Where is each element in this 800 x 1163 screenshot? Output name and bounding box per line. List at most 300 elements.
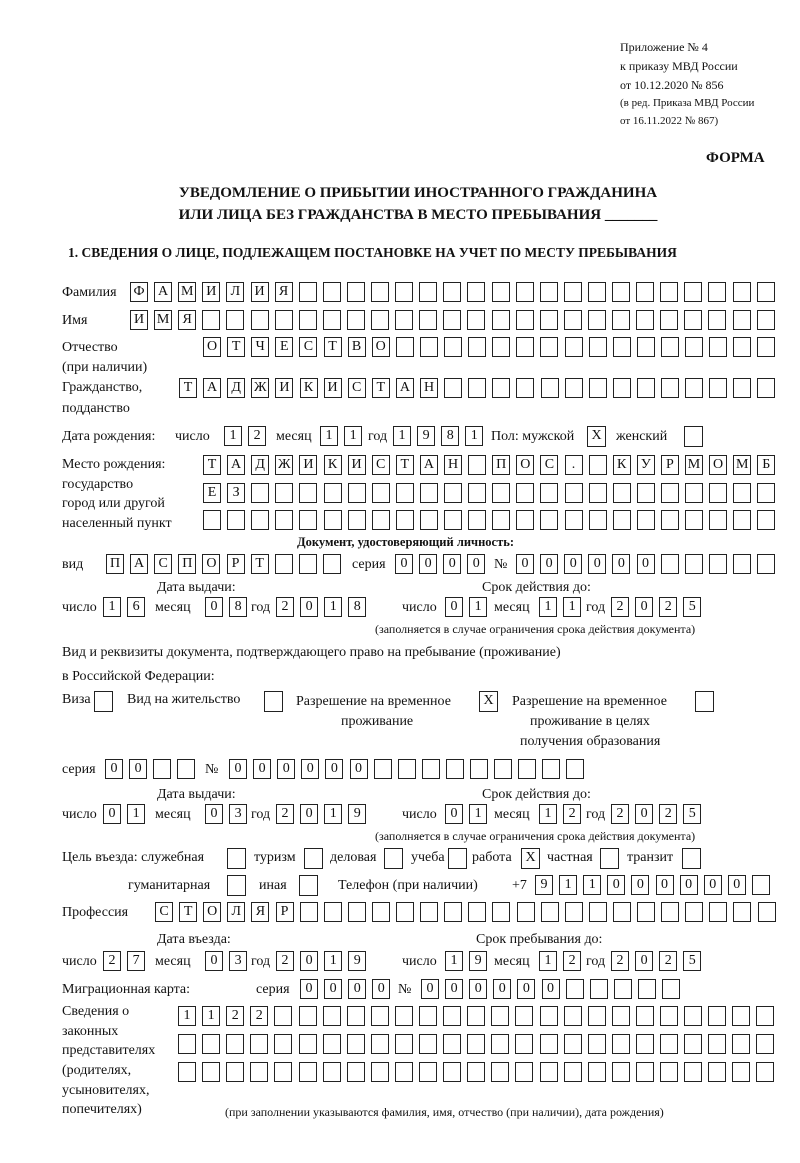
char-cell[interactable] — [540, 337, 558, 357]
char-cell[interactable] — [540, 282, 558, 302]
char-cell[interactable]: Д — [227, 378, 245, 398]
purpose-study-checkbox[interactable] — [448, 848, 467, 869]
char-cell[interactable]: 2 — [659, 951, 677, 971]
char-cell[interactable] — [396, 337, 414, 357]
char-cell[interactable] — [396, 483, 414, 503]
char-cell[interactable]: И — [251, 282, 269, 302]
char-cell[interactable]: . — [565, 455, 583, 475]
purpose-humanitarian-checkbox[interactable] — [227, 875, 246, 896]
char-cell[interactable] — [661, 337, 679, 357]
char-cell[interactable]: 1 — [469, 804, 487, 824]
char-cell[interactable] — [491, 1034, 509, 1054]
char-cell[interactable]: Н — [444, 455, 462, 475]
char-cell[interactable] — [662, 979, 680, 999]
char-cell[interactable] — [323, 1006, 341, 1026]
char-cell[interactable] — [564, 310, 582, 330]
char-cell[interactable]: С — [372, 455, 390, 475]
char-cell[interactable] — [395, 1062, 413, 1082]
char-cell[interactable] — [251, 483, 269, 503]
char-cell[interactable] — [323, 554, 341, 574]
char-cell[interactable] — [685, 378, 703, 398]
char-cell[interactable] — [323, 310, 341, 330]
char-cell[interactable]: 0 — [419, 554, 437, 574]
char-cell[interactable] — [324, 902, 342, 922]
char-cell[interactable]: 0 — [325, 759, 343, 779]
char-cell[interactable]: 8 — [441, 426, 459, 446]
char-cell[interactable]: М — [178, 282, 196, 302]
char-cell[interactable] — [491, 1006, 509, 1026]
char-cell[interactable]: И — [299, 455, 317, 475]
char-cell[interactable]: Т — [203, 455, 221, 475]
char-cell[interactable] — [541, 378, 559, 398]
char-cell[interactable] — [564, 1062, 582, 1082]
char-cell[interactable]: 0 — [445, 804, 463, 824]
char-cell[interactable]: О — [203, 902, 221, 922]
char-cell[interactable]: 2 — [611, 597, 629, 617]
char-cell[interactable]: 0 — [680, 875, 698, 895]
char-cell[interactable] — [757, 510, 775, 530]
char-cell[interactable]: 1 — [445, 951, 463, 971]
char-cell[interactable] — [443, 310, 461, 330]
char-cell[interactable] — [661, 554, 679, 574]
char-cell[interactable] — [516, 483, 534, 503]
char-cell[interactable] — [226, 1062, 244, 1082]
char-cell[interactable] — [348, 510, 366, 530]
char-cell[interactable]: 0 — [540, 554, 558, 574]
char-cell[interactable] — [757, 483, 775, 503]
char-cell[interactable]: 1 — [320, 426, 338, 446]
char-cell[interactable]: 1 — [324, 597, 342, 617]
char-cell[interactable] — [540, 483, 558, 503]
char-cell[interactable]: 1 — [539, 951, 557, 971]
char-cell[interactable] — [446, 759, 464, 779]
char-cell[interactable]: Я — [275, 282, 293, 302]
char-cell[interactable] — [540, 1006, 558, 1026]
char-cell[interactable] — [299, 282, 317, 302]
char-cell[interactable] — [588, 1006, 606, 1026]
char-cell[interactable] — [492, 282, 510, 302]
char-cell[interactable] — [709, 902, 727, 922]
char-cell[interactable]: 2 — [563, 804, 581, 824]
char-cell[interactable] — [613, 510, 631, 530]
char-cell[interactable]: 0 — [205, 951, 223, 971]
char-cell[interactable] — [275, 310, 293, 330]
char-cell[interactable]: А — [130, 554, 148, 574]
char-cell[interactable]: П — [178, 554, 196, 574]
char-cell[interactable]: 0 — [103, 804, 121, 824]
char-cell[interactable] — [708, 310, 726, 330]
char-cell[interactable]: О — [516, 455, 534, 475]
char-cell[interactable] — [732, 1034, 750, 1054]
char-cell[interactable] — [709, 554, 727, 574]
char-cell[interactable]: А — [396, 378, 414, 398]
purpose-transit-checkbox[interactable] — [682, 848, 701, 869]
char-cell[interactable]: С — [154, 554, 172, 574]
char-cell[interactable]: Б — [757, 455, 775, 475]
char-cell[interactable]: 0 — [300, 804, 318, 824]
sex-male-checkbox[interactable]: X — [587, 426, 606, 447]
char-cell[interactable]: 0 — [395, 554, 413, 574]
char-cell[interactable] — [660, 1006, 678, 1026]
char-cell[interactable] — [685, 483, 703, 503]
char-cell[interactable] — [299, 310, 317, 330]
char-cell[interactable] — [661, 510, 679, 530]
char-cell[interactable]: А — [227, 455, 245, 475]
char-cell[interactable] — [612, 310, 630, 330]
char-cell[interactable]: Е — [275, 337, 293, 357]
char-cell[interactable]: Ф — [130, 282, 148, 302]
char-cell[interactable] — [685, 510, 703, 530]
char-cell[interactable] — [468, 902, 486, 922]
purpose-tourism-checkbox[interactable] — [304, 848, 323, 869]
char-cell[interactable] — [684, 310, 702, 330]
char-cell[interactable] — [274, 1034, 292, 1054]
char-cell[interactable] — [564, 1034, 582, 1054]
purpose-business-checkbox[interactable] — [384, 848, 403, 869]
char-cell[interactable]: 0 — [300, 597, 318, 617]
char-cell[interactable] — [589, 510, 607, 530]
char-cell[interactable]: О — [203, 337, 221, 357]
char-cell[interactable] — [684, 1006, 702, 1026]
char-cell[interactable]: З — [227, 483, 245, 503]
char-cell[interactable]: 2 — [276, 804, 294, 824]
char-cell[interactable] — [589, 378, 607, 398]
char-cell[interactable] — [323, 1062, 341, 1082]
char-cell[interactable] — [251, 510, 269, 530]
char-cell[interactable] — [636, 310, 654, 330]
char-cell[interactable]: 0 — [469, 979, 487, 999]
char-cell[interactable] — [516, 310, 534, 330]
char-cell[interactable]: 9 — [535, 875, 553, 895]
char-cell[interactable] — [589, 337, 607, 357]
char-cell[interactable] — [275, 483, 293, 503]
char-cell[interactable]: Т — [324, 337, 342, 357]
char-cell[interactable] — [372, 483, 390, 503]
char-cell[interactable]: 1 — [539, 804, 557, 824]
char-cell[interactable] — [589, 455, 607, 475]
char-cell[interactable] — [299, 1006, 317, 1026]
char-cell[interactable]: А — [420, 455, 438, 475]
char-cell[interactable]: Р — [276, 902, 294, 922]
char-cell[interactable]: 1 — [224, 426, 242, 446]
char-cell[interactable] — [637, 483, 655, 503]
char-cell[interactable] — [757, 554, 775, 574]
char-cell[interactable]: 1 — [559, 875, 577, 895]
char-cell[interactable] — [420, 483, 438, 503]
char-cell[interactable]: 0 — [637, 554, 655, 574]
char-cell[interactable] — [492, 483, 510, 503]
char-cell[interactable]: 0 — [631, 875, 649, 895]
char-cell[interactable] — [467, 282, 485, 302]
char-cell[interactable] — [347, 1062, 365, 1082]
char-cell[interactable]: 0 — [105, 759, 123, 779]
char-cell[interactable]: Ж — [275, 455, 293, 475]
char-cell[interactable]: О — [202, 554, 220, 574]
char-cell[interactable] — [756, 1006, 774, 1026]
char-cell[interactable]: В — [348, 337, 366, 357]
char-cell[interactable] — [685, 337, 703, 357]
char-cell[interactable] — [419, 310, 437, 330]
char-cell[interactable]: 9 — [348, 804, 366, 824]
char-cell[interactable] — [540, 1062, 558, 1082]
char-cell[interactable]: 5 — [683, 804, 701, 824]
char-cell[interactable] — [467, 310, 485, 330]
char-cell[interactable] — [444, 378, 462, 398]
char-cell[interactable] — [732, 1062, 750, 1082]
char-cell[interactable]: 1 — [344, 426, 362, 446]
char-cell[interactable] — [395, 1034, 413, 1054]
char-cell[interactable] — [153, 759, 171, 779]
char-cell[interactable] — [371, 282, 389, 302]
char-cell[interactable] — [588, 1062, 606, 1082]
char-cell[interactable] — [733, 510, 751, 530]
char-cell[interactable] — [492, 337, 510, 357]
char-cell[interactable] — [250, 1062, 268, 1082]
char-cell[interactable] — [757, 310, 775, 330]
char-cell[interactable] — [492, 310, 510, 330]
char-cell[interactable] — [756, 1034, 774, 1054]
char-cell[interactable]: 2 — [659, 597, 677, 617]
char-cell[interactable]: О — [709, 455, 727, 475]
char-cell[interactable] — [443, 282, 461, 302]
char-cell[interactable]: К — [613, 455, 631, 475]
char-cell[interactable] — [613, 378, 631, 398]
char-cell[interactable]: 0 — [372, 979, 390, 999]
char-cell[interactable]: 0 — [300, 979, 318, 999]
char-cell[interactable]: 1 — [393, 426, 411, 446]
char-cell[interactable] — [566, 759, 584, 779]
char-cell[interactable] — [444, 483, 462, 503]
char-cell[interactable] — [756, 1062, 774, 1082]
char-cell[interactable]: Т — [396, 455, 414, 475]
char-cell[interactable] — [420, 902, 438, 922]
char-cell[interactable] — [468, 337, 486, 357]
char-cell[interactable] — [347, 282, 365, 302]
char-cell[interactable] — [202, 1034, 220, 1054]
char-cell[interactable] — [395, 1006, 413, 1026]
char-cell[interactable] — [590, 979, 608, 999]
char-cell[interactable]: 0 — [656, 875, 674, 895]
char-cell[interactable] — [685, 902, 703, 922]
char-cell[interactable] — [491, 1062, 509, 1082]
char-cell[interactable] — [564, 282, 582, 302]
char-cell[interactable] — [323, 282, 341, 302]
char-cell[interactable] — [468, 378, 486, 398]
char-cell[interactable]: 2 — [250, 1006, 268, 1026]
char-cell[interactable] — [709, 337, 727, 357]
char-cell[interactable] — [372, 902, 390, 922]
char-cell[interactable] — [274, 1006, 292, 1026]
char-cell[interactable]: 0 — [445, 597, 463, 617]
char-cell[interactable] — [637, 510, 655, 530]
char-cell[interactable]: 5 — [683, 951, 701, 971]
char-cell[interactable] — [612, 1006, 630, 1026]
char-cell[interactable] — [347, 1034, 365, 1054]
char-cell[interactable]: Ч — [251, 337, 269, 357]
char-cell[interactable] — [637, 337, 655, 357]
char-cell[interactable]: 0 — [348, 979, 366, 999]
char-cell[interactable] — [422, 759, 440, 779]
char-cell[interactable] — [661, 483, 679, 503]
char-cell[interactable] — [733, 483, 751, 503]
char-cell[interactable] — [348, 902, 366, 922]
char-cell[interactable] — [420, 510, 438, 530]
char-cell[interactable]: 1 — [324, 804, 342, 824]
char-cell[interactable] — [299, 483, 317, 503]
char-cell[interactable]: Т — [179, 378, 197, 398]
char-cell[interactable]: 2 — [226, 1006, 244, 1026]
char-cell[interactable] — [419, 1034, 437, 1054]
char-cell[interactable] — [660, 310, 678, 330]
char-cell[interactable] — [542, 759, 560, 779]
char-cell[interactable]: 2 — [611, 804, 629, 824]
char-cell[interactable]: И — [348, 455, 366, 475]
char-cell[interactable]: 0 — [229, 759, 247, 779]
char-cell[interactable] — [251, 310, 269, 330]
char-cell[interactable]: Р — [227, 554, 245, 574]
char-cell[interactable]: 0 — [300, 951, 318, 971]
char-cell[interactable] — [540, 1034, 558, 1054]
char-cell[interactable] — [203, 510, 221, 530]
char-cell[interactable]: 2 — [103, 951, 121, 971]
char-cell[interactable] — [372, 510, 390, 530]
char-cell[interactable] — [612, 1034, 630, 1054]
char-cell[interactable]: Д — [251, 455, 269, 475]
purpose-other-checkbox[interactable] — [299, 875, 318, 896]
char-cell[interactable] — [612, 282, 630, 302]
char-cell[interactable] — [708, 1062, 726, 1082]
char-cell[interactable] — [636, 1006, 654, 1026]
char-cell[interactable]: 1 — [563, 597, 581, 617]
char-cell[interactable] — [636, 1062, 654, 1082]
char-cell[interactable] — [492, 510, 510, 530]
char-cell[interactable]: У — [637, 455, 655, 475]
char-cell[interactable]: 1 — [465, 426, 483, 446]
char-cell[interactable]: Р — [661, 455, 679, 475]
char-cell[interactable] — [516, 378, 534, 398]
char-cell[interactable]: М — [154, 310, 172, 330]
char-cell[interactable] — [613, 483, 631, 503]
char-cell[interactable]: 0 — [612, 554, 630, 574]
char-cell[interactable] — [275, 510, 293, 530]
char-cell[interactable]: М — [733, 455, 751, 475]
char-cell[interactable] — [467, 1006, 485, 1026]
char-cell[interactable]: А — [154, 282, 172, 302]
char-cell[interactable] — [275, 554, 293, 574]
char-cell[interactable] — [444, 902, 462, 922]
char-cell[interactable] — [636, 1034, 654, 1054]
char-cell[interactable] — [565, 510, 583, 530]
char-cell[interactable]: И — [202, 282, 220, 302]
char-cell[interactable] — [226, 310, 244, 330]
char-cell[interactable] — [443, 1034, 461, 1054]
char-cell[interactable] — [299, 554, 317, 574]
char-cell[interactable] — [589, 483, 607, 503]
purpose-private-checkbox[interactable] — [600, 848, 619, 869]
char-cell[interactable]: 1 — [103, 597, 121, 617]
char-cell[interactable] — [709, 510, 727, 530]
char-cell[interactable]: 0 — [467, 554, 485, 574]
char-cell[interactable]: Я — [251, 902, 269, 922]
char-cell[interactable]: Н — [420, 378, 438, 398]
char-cell[interactable] — [516, 282, 534, 302]
char-cell[interactable]: 2 — [611, 951, 629, 971]
char-cell[interactable] — [684, 282, 702, 302]
char-cell[interactable]: Л — [226, 282, 244, 302]
char-cell[interactable] — [202, 310, 220, 330]
char-cell[interactable] — [492, 378, 510, 398]
char-cell[interactable]: 1 — [539, 597, 557, 617]
char-cell[interactable] — [614, 979, 632, 999]
char-cell[interactable] — [660, 1062, 678, 1082]
char-cell[interactable] — [708, 1034, 726, 1054]
char-cell[interactable]: П — [106, 554, 124, 574]
char-cell[interactable]: С — [155, 902, 173, 922]
char-cell[interactable] — [420, 337, 438, 357]
char-cell[interactable] — [395, 282, 413, 302]
char-cell[interactable] — [733, 378, 751, 398]
char-cell[interactable] — [467, 1034, 485, 1054]
char-cell[interactable] — [323, 1034, 341, 1054]
char-cell[interactable] — [565, 378, 583, 398]
char-cell[interactable]: 0 — [542, 979, 560, 999]
char-cell[interactable]: П — [492, 455, 510, 475]
char-cell[interactable]: Т — [372, 378, 390, 398]
char-cell[interactable] — [299, 510, 317, 530]
char-cell[interactable]: 0 — [205, 804, 223, 824]
char-cell[interactable] — [564, 1006, 582, 1026]
char-cell[interactable] — [684, 1062, 702, 1082]
char-cell[interactable]: 0 — [445, 979, 463, 999]
char-cell[interactable] — [588, 310, 606, 330]
char-cell[interactable]: 0 — [635, 804, 653, 824]
char-cell[interactable] — [202, 1062, 220, 1082]
char-cell[interactable]: Ж — [251, 378, 269, 398]
char-cell[interactable] — [757, 337, 775, 357]
char-cell[interactable] — [638, 979, 656, 999]
char-cell[interactable]: 0 — [516, 554, 534, 574]
char-cell[interactable]: 8 — [229, 597, 247, 617]
char-cell[interactable] — [443, 1062, 461, 1082]
char-cell[interactable]: 1 — [324, 951, 342, 971]
char-cell[interactable] — [443, 1006, 461, 1026]
sex-female-checkbox[interactable] — [684, 426, 703, 447]
char-cell[interactable]: С — [299, 337, 317, 357]
char-cell[interactable] — [709, 378, 727, 398]
char-cell[interactable]: 0 — [324, 979, 342, 999]
char-cell[interactable] — [348, 483, 366, 503]
char-cell[interactable] — [660, 1034, 678, 1054]
char-cell[interactable] — [468, 510, 486, 530]
char-cell[interactable]: 2 — [276, 597, 294, 617]
purpose-work-checkbox[interactable]: X — [521, 848, 540, 869]
char-cell[interactable]: И — [130, 310, 148, 330]
char-cell[interactable]: 0 — [704, 875, 722, 895]
char-cell[interactable]: 0 — [350, 759, 368, 779]
char-cell[interactable] — [299, 1062, 317, 1082]
char-cell[interactable] — [324, 510, 342, 530]
char-cell[interactable] — [395, 310, 413, 330]
char-cell[interactable] — [685, 554, 703, 574]
char-cell[interactable] — [324, 483, 342, 503]
char-cell[interactable]: 2 — [659, 804, 677, 824]
char-cell[interactable]: 2 — [563, 951, 581, 971]
char-cell[interactable] — [419, 1006, 437, 1026]
char-cell[interactable]: 1 — [469, 597, 487, 617]
char-cell[interactable] — [757, 378, 775, 398]
char-cell[interactable] — [371, 1034, 389, 1054]
char-cell[interactable]: 7 — [127, 951, 145, 971]
